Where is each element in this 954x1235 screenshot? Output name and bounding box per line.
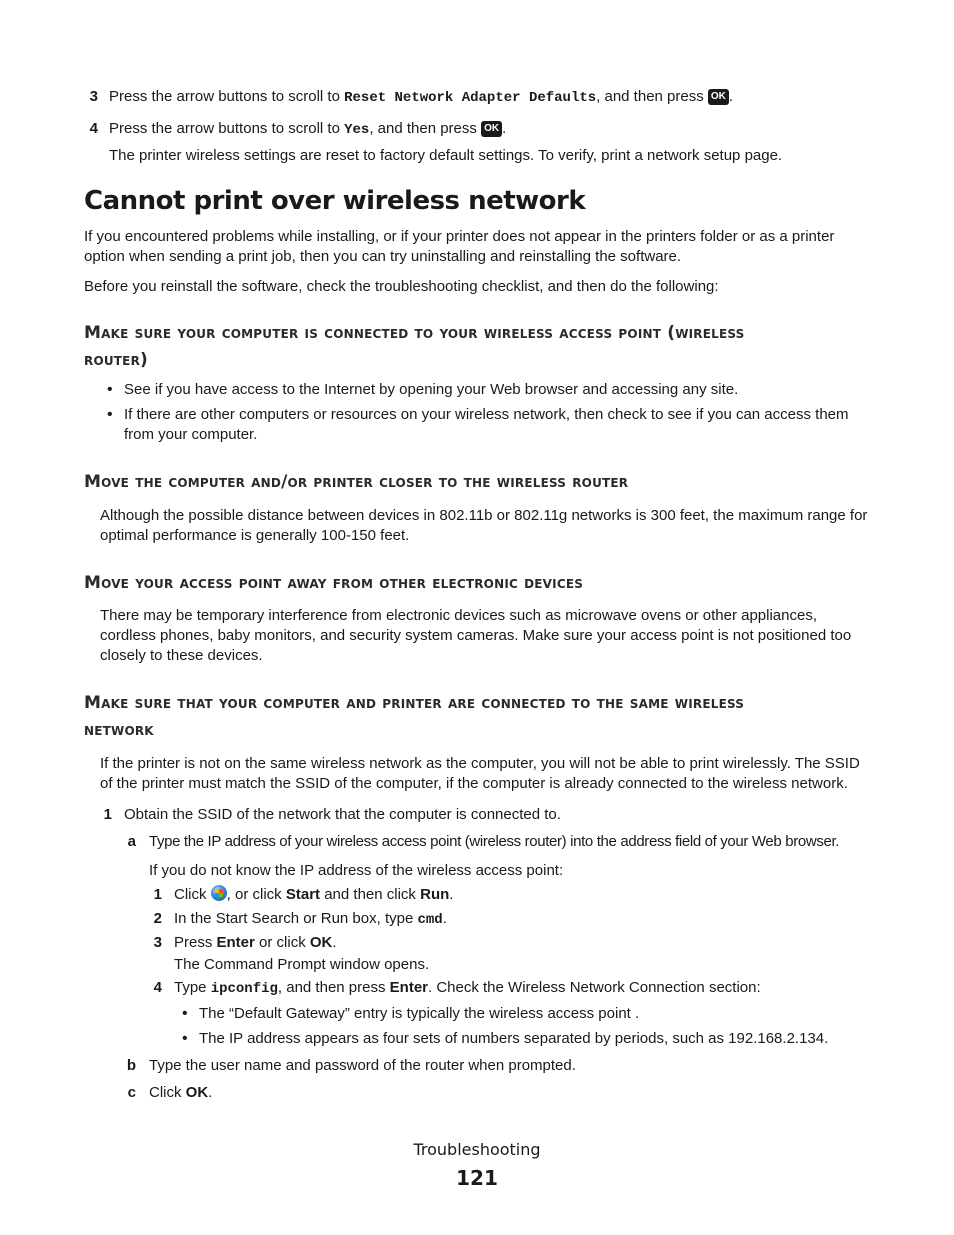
run-label: Run	[420, 886, 450, 903]
command-code: cmd	[417, 912, 443, 928]
menu-option-code: Yes	[344, 122, 370, 138]
step-text: Obtain the SSID of the network that the computer is connected to.	[124, 806, 561, 823]
step-text: . Check the Wireless Network Connection section:	[428, 979, 761, 996]
section-heading: Make sure your computer is connected to your wireless access point (wireless	[84, 323, 745, 343]
step-text: and then click	[320, 886, 421, 903]
punctuation: .	[449, 886, 454, 903]
step-text: or click	[254, 934, 310, 951]
list-item: The IP address appears as four sets of numbers separated by periods, such as 192.168.2.134.	[199, 1030, 829, 1047]
list-item: See if you have access to the Internet by opening your Web browser and accessing any site.	[124, 381, 739, 398]
reset-note: The printer wireless settings are reset to factory default settings. To verify, print a network setup page.	[109, 147, 783, 164]
section-heading-cont: router)	[84, 350, 148, 370]
punctuation: .	[502, 120, 507, 137]
step-text: Press the arrow buttons to scroll to	[109, 88, 345, 105]
step-number: 2	[153, 910, 162, 927]
step-text: Press the arrow buttons to scroll to	[109, 120, 345, 137]
step-text: , or click	[226, 886, 286, 903]
list-item: The “Default Gateway” entry is typically the wireless access point .	[199, 1005, 640, 1022]
bullet-icon: •	[107, 406, 113, 423]
list-item: If there are other computers or resources on your wireless network, then check to see if you can access them from your computer.	[124, 406, 849, 443]
ok-label: OK	[185, 1084, 209, 1101]
step-text: , and then press	[596, 88, 708, 105]
if-unknown-text: If you do not know the IP address of the wireless access point:	[149, 862, 564, 879]
step-text: In the Start Search or Run box, type	[174, 910, 418, 927]
ok-label: OK	[309, 934, 333, 951]
step-result-note: The Command Prompt window opens.	[174, 956, 430, 973]
bullet-icon: •	[182, 1005, 188, 1022]
enter-label: Enter	[389, 979, 428, 996]
ok-button-icon: OK	[481, 121, 502, 137]
inner-step-4	[174, 978, 761, 999]
section-heading: Move the computer and/or printer closer to the wireless router	[84, 472, 629, 492]
footer-section-label: Troubleshooting	[413, 1140, 541, 1159]
section-body: If the printer is not on the same wireless network as the computer, you will not be able to print wirelessly. The SSID of the printer must match the SSID of the computer, if the computer is already connected to the wireless network.	[100, 755, 860, 792]
step-number: 4	[89, 120, 98, 137]
step-number: 1	[103, 806, 112, 823]
ok-button-icon: OK	[708, 89, 729, 105]
step-text: Press	[174, 934, 217, 951]
step-text: , and then press	[277, 979, 390, 996]
substep-text: Type the IP address of your wireless access point (wireless router) into the address field of your Web browser.	[149, 833, 840, 850]
section-body: Although the possible distance between devices in 802.11b or 802.11g networks is 300 feet, the maximum range for optimal performance is generally 100-150 feet.	[100, 507, 868, 544]
intro-paragraph: Before you reinstall the software, check the troubleshooting checklist, and then do the following:	[84, 278, 719, 295]
section-heading: Move your access point away from other electronic devices	[84, 573, 584, 593]
punctuation: .	[728, 88, 734, 105]
substep-letter: c	[127, 1084, 136, 1101]
windows-start-icon	[211, 885, 227, 901]
command-code: ipconfig	[210, 981, 278, 997]
step-number: 1	[153, 886, 162, 903]
page-number: 121	[456, 1166, 498, 1190]
substep-c-text	[149, 1083, 212, 1103]
inner-step-2	[174, 909, 447, 930]
intro-paragraph: If you encountered problems while installing, or if your printer does not appear in the printers folder or as a printer option when sending a print job, then you can try uninstalling and reinstalling the software.	[84, 228, 835, 265]
section-heading: Make sure that your computer and printer are connected to the same wireless	[84, 693, 745, 713]
punctuation: .	[208, 1084, 213, 1101]
bullet-icon: •	[182, 1030, 188, 1047]
step-text: Type	[174, 979, 211, 996]
step-text: Click	[174, 886, 211, 903]
step-4-text	[109, 119, 506, 140]
section-heading-cont: network	[84, 720, 154, 740]
step-text: Click	[149, 1084, 186, 1101]
step-number: 4	[153, 979, 162, 996]
inner-step-1	[174, 885, 453, 905]
substep-letter: a	[127, 833, 136, 850]
enter-label: Enter	[216, 934, 255, 951]
bullet-icon: •	[107, 381, 113, 398]
section-body: There may be temporary interference from electronic devices such as microwave ovens or other appliances, cordless phones, baby monitors, and security system cameras. Make sure your access point is not positioned too closely to these devices.	[100, 607, 852, 664]
start-label: Start	[285, 886, 321, 903]
punctuation: .	[332, 934, 337, 951]
substep-text: Type the user name and password of the router when prompted.	[149, 1057, 576, 1074]
step-number: 3	[89, 88, 98, 105]
menu-option-code: Reset Network Adapter Defaults	[344, 90, 597, 106]
page-title: Cannot print over wireless network	[84, 186, 586, 216]
step-3-text	[109, 87, 733, 108]
punctuation: .	[442, 910, 447, 927]
substep-letter: b	[126, 1057, 136, 1074]
step-number: 3	[153, 934, 162, 951]
step-text: , and then press	[369, 120, 482, 137]
inner-step-3	[174, 933, 337, 953]
